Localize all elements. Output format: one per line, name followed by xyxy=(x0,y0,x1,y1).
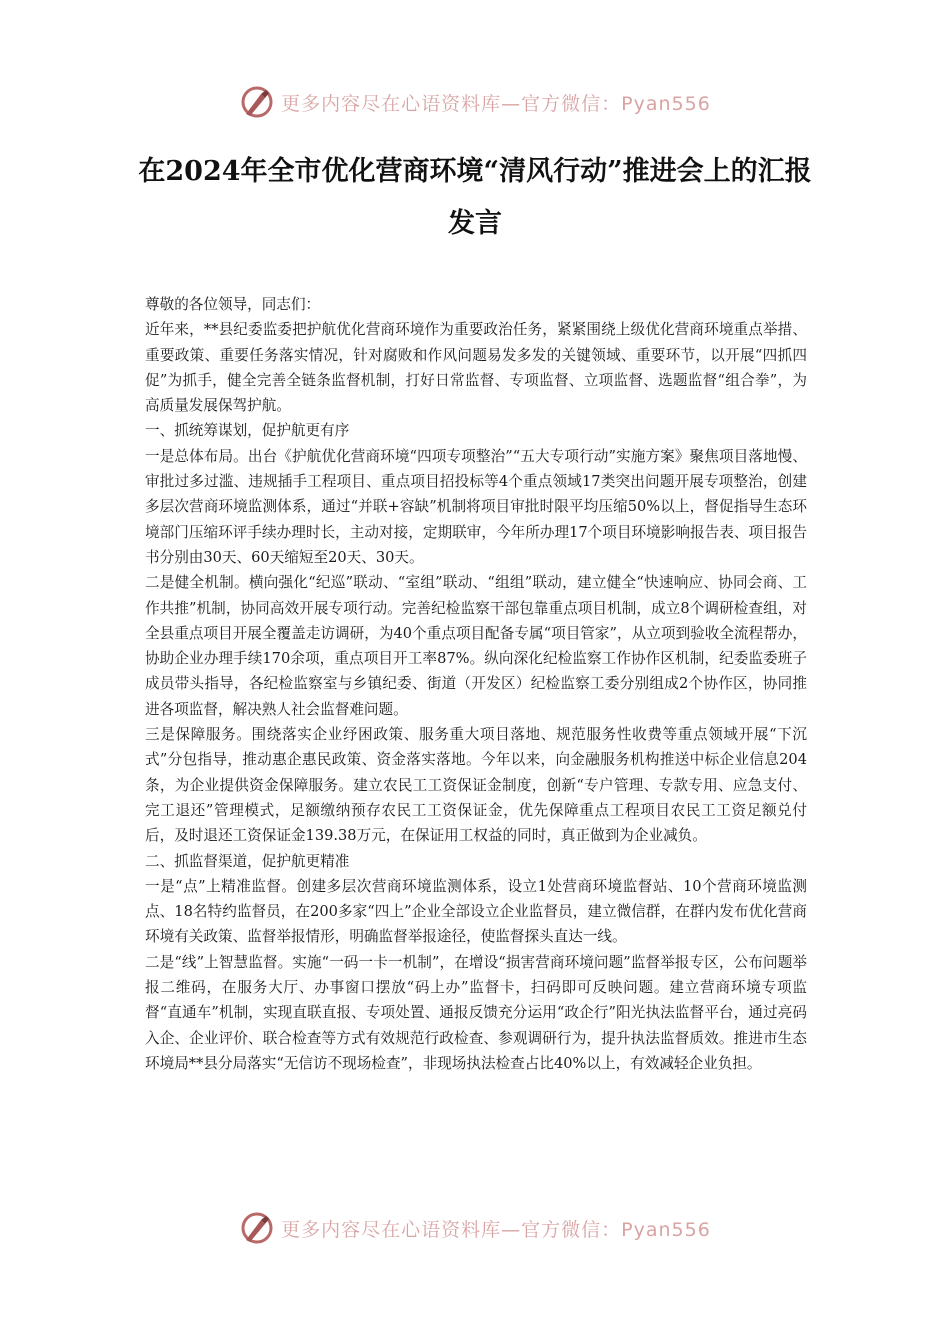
paragraph-2-1: 一是“点”上精准监督。创建多层次营商环境监测体系，设立1处营商环境监督站、10个营商环境监测点、18名特约监督员，在200多家“四上”企业全部设立企业监督员，建立微信群，在群内发布优化营商环境有关政策、监督举报情形，明确监督举报途径，使监督探头直达一线。 xyxy=(145,877,807,946)
watermark-text: 更多内容尽在心语资料库—官方微信：Pyan556 xyxy=(281,1218,711,1241)
document-title: 在2024年全市优化营商环境“清风行动”推进会上的汇报发言 xyxy=(138,156,812,239)
pen-nib-circle-icon xyxy=(239,1210,275,1246)
document-body xyxy=(145,292,807,1076)
paragraph-1-3: 三是保障服务。围绕落实企业纾困政策、服务重大项目落地、规范服务性收费等重点领域开展“下沉式”分包指导，推动惠企惠民政策、资金落实落地。今年以来，向金融服务机构推送中标企业信息204条，为企业提供资金保障服务。建立农民工工资保证金制度，创新“专户管理、专款专用、应急支付、完工退还”管理模式，足额缴纳预存农民工工资保证金，优先保障重点工程项目农民工工资足额兑付后，及时退还工资保证金139.38万元，在保证用工权益的同时，真正做到为企业减负。 xyxy=(145,726,807,845)
watermark-banner-top xyxy=(0,82,950,122)
watermark-text: 更多内容尽在心语资料库—官方微信：Pyan556 xyxy=(281,92,711,115)
paragraph-1-2: 二是健全机制。横向强化“纪巡”联动、“室组”联动、“组组”联动，建立健全“快速响应、协同会商、工作共推”机制，协同高效开展专项行动。完善纪检监察干部包靠重点项目机制，成立8个调研检查组，对全县重点项目开展全覆盖走访调研，为40个重点项目配备专属“项目管家”，从立项到验收全流程帮办，协助企业办理手续170余项，重点项目开工率87%。纵向深化纪检监察工作协作区机制，纪委监委班子成员带头指导，各纪检监察室与乡镇纪委、街道（开发区）纪检监察工委分别组成2个协作区，协同推进各项监督，解决熟人社会监督难问题。 xyxy=(145,574,807,718)
salutation: 尊敬的各位领导，同志们： xyxy=(145,296,321,313)
paragraph-2-2: 二是“线”上智慧监督。实施“一码一卡一机制”，在增设“损害营商环境问题”监督举报专区，公布问题举报二维码，在服务大厅、办事窗口摆放“码上办”监督卡，扫码即可反映问题。建立营商环境专项监督“直通车”机制，实现直联直报、专项处置、通报反馈充分运用“政企行”阳光执法监督平台，通过亮码入企、企业评价、联合检查等方式有效规范行政检查、参观调研行为，提升执法监督质效。推进市生态环境局**县分局落实“无信访不现场检查”，非现场执法检查占比40%以上，有效减轻企业负担。 xyxy=(145,953,807,1072)
paragraph-1-1: 一是总体布局。出台《护航优化营商环境“四项专项整治”“五大专项行动”实施方案》聚焦项目落地慢、审批过多过滥、违规插手工程项目、重点项目招投标等4个重点领域17类突出问题开展专项整治，创建多层次营商环境监测体系，通过“并联+容缺”机制将项目审批时限平均压缩50%以上，督促指导生态环境部门压缩环评手续办理时长，主动对接，定期联审，今年所办理17个项目环境影响报告表、项目报告书分别由30天、60天缩短至20天、30天。 xyxy=(145,447,807,566)
section-heading-1: 一、抓统筹谋划，促护航更有序 xyxy=(145,422,350,440)
section-heading-2: 二、抓监督渠道，促护航更精准 xyxy=(145,852,350,870)
pen-nib-circle-icon xyxy=(239,84,275,120)
paragraph-intro: 近年来，**县纪委监委把护航优化营商环境作为重要政治任务，紧紧围绕上级优化营商环境重点举措、重要政策、重要任务落实情况，针对腐败和作风问题易发多发的关键领域、重要环节，以开展“四抓四促”为抓手，健全完善全链条监督机制，打好日常监督、专项监督、立项监督、选题监督“组合拳”，为高质量发展保驾护航。 xyxy=(145,321,807,415)
watermark-banner-bottom xyxy=(0,1208,950,1248)
